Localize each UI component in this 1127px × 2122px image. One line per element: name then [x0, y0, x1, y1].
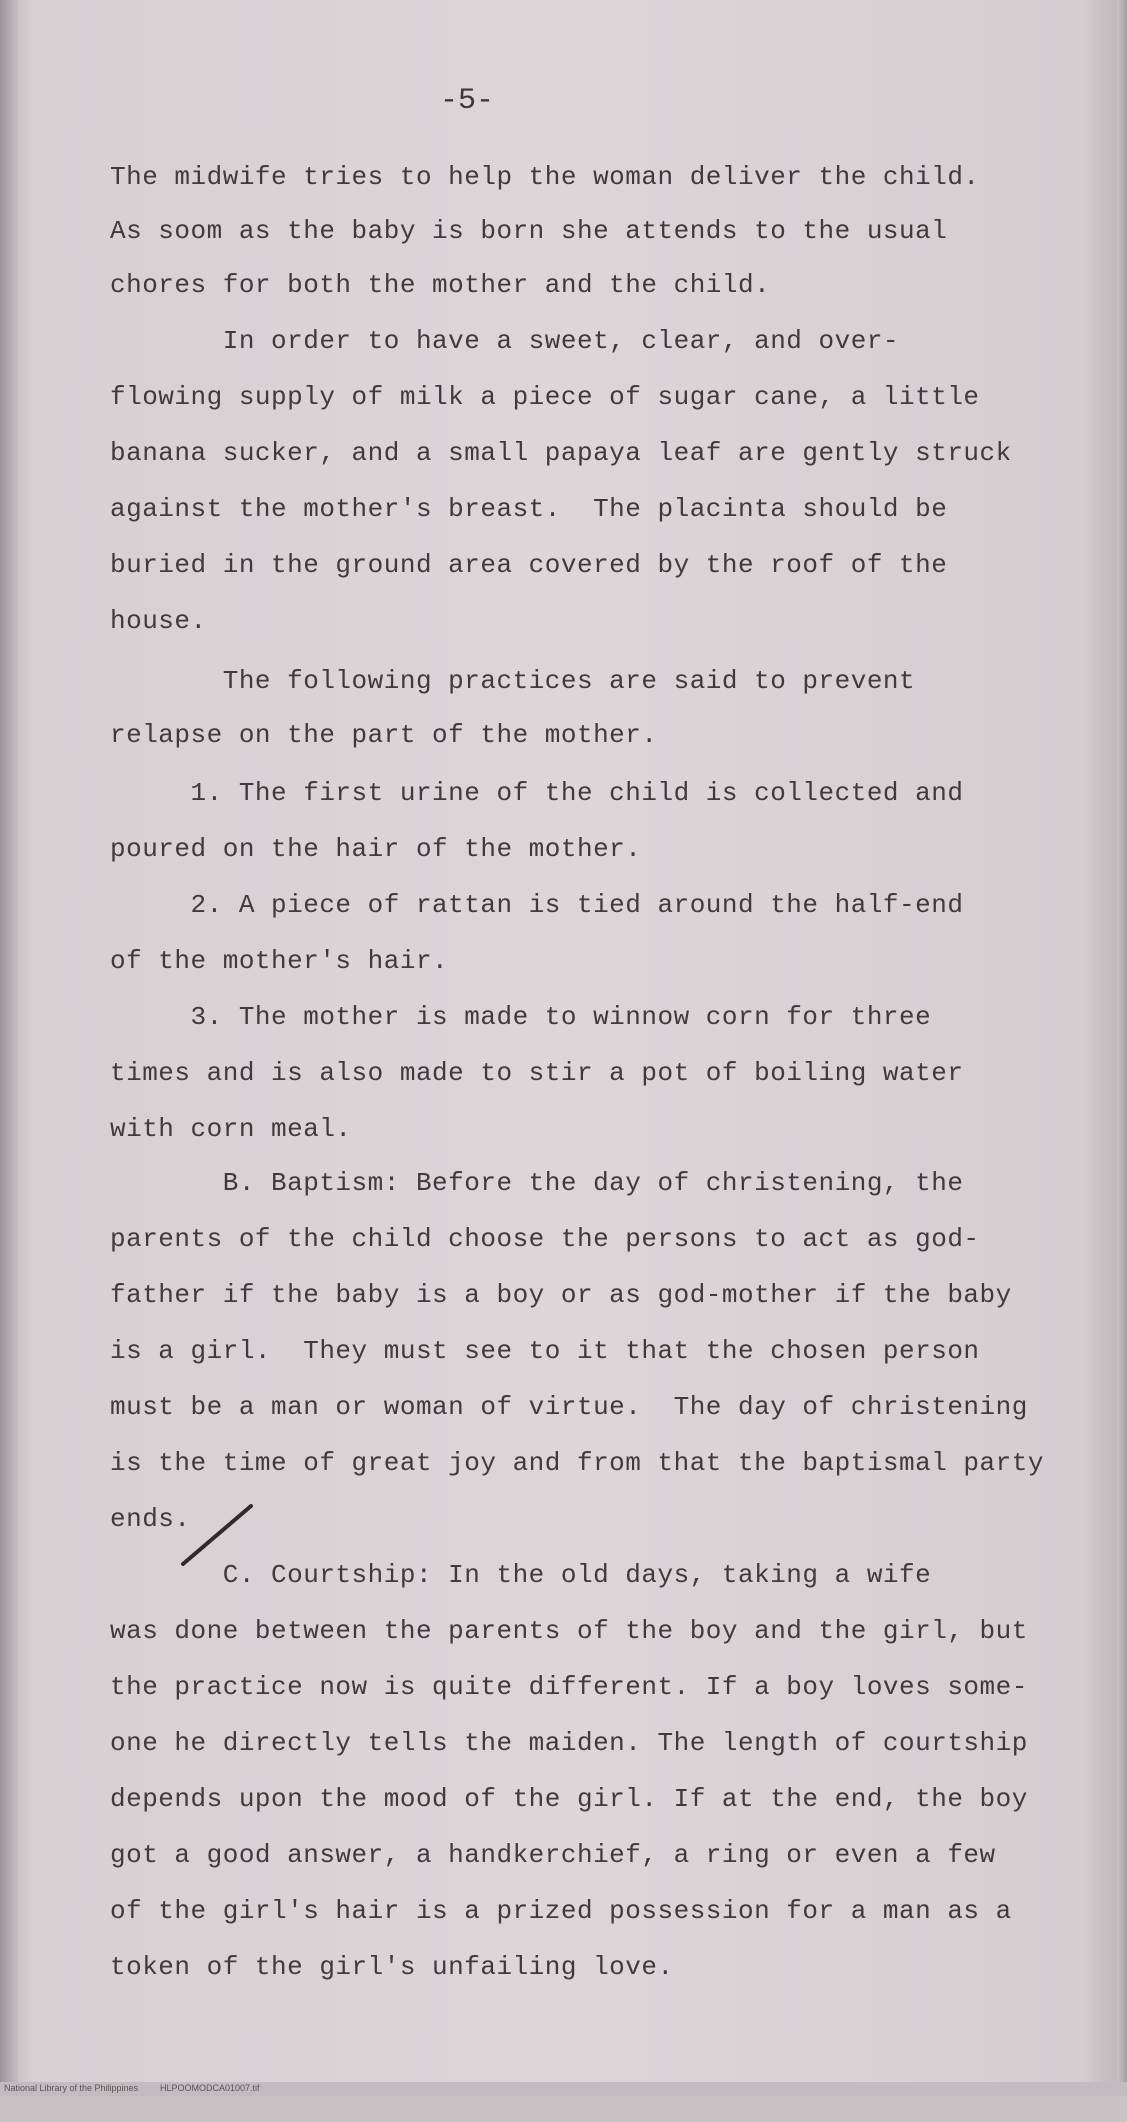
scan-footer — [0, 2082, 1127, 2096]
text-line: 1. The first urine of the child is collected and — [110, 778, 964, 808]
text-line: poured on the hair of the mother. — [110, 834, 642, 864]
text-line: In order to have a sweet, clear, and over- — [110, 326, 900, 356]
text-line: must be a man or woman of virtue. The day of christening — [110, 1392, 1028, 1422]
text-line: C. Courtship: In the old days, taking a wife — [110, 1560, 932, 1590]
text-line: As soom as the baby is born she attends to the usual — [110, 216, 948, 246]
text-line: 2. A piece of rattan is tied around the half-end — [110, 890, 964, 920]
footer-library: National Library of the Philippines — [4, 2083, 139, 2093]
text-line: B. Baptism: Before the day of christening, the — [110, 1168, 964, 1198]
text-line: 3. The mother is made to winnow corn for three — [110, 1002, 932, 1032]
page-right-edge — [1117, 0, 1127, 2096]
text-line: is a girl. They must see to it that the chosen person — [110, 1336, 980, 1366]
text-line: parents of the child choose the persons to act as god- — [110, 1224, 980, 1254]
text-line: The midwife tries to help the woman deliver the child. — [110, 162, 980, 192]
text-line: of the girl's hair is a prized possession for a man as a — [110, 1896, 1012, 1926]
page-number: -5- — [440, 84, 495, 118]
text-line: of the mother's hair. — [110, 946, 449, 976]
page-left-edge — [0, 0, 18, 2096]
text-line: is the time of great joy and from that the baptismal party — [110, 1448, 1044, 1478]
footer-file-id: HLPOOMODCA01007.tif — [160, 2083, 260, 2093]
text-line: was done between the parents of the boy and the girl, but — [110, 1616, 1028, 1646]
text-line: buried in the ground area covered by the roof of the — [110, 550, 948, 580]
text-line: depends upon the mood of the girl. If at the end, the boy — [110, 1784, 1028, 1814]
text-line: the practice now is quite different. If a boy loves some- — [110, 1672, 1028, 1702]
text-line: got a good answer, a handkerchief, a ring or even a few — [110, 1840, 996, 1870]
text-line: The following practices are said to prevent — [110, 666, 916, 696]
text-line: token of the girl's unfailing love. — [110, 1952, 674, 1982]
pen-slash-mark — [175, 1500, 265, 1570]
text-line: ends. — [110, 1504, 191, 1534]
text-line: father if the baby is a boy or as god-mother if the baby — [110, 1280, 1012, 1310]
text-line: relapse on the part of the mother. — [110, 720, 658, 750]
text-line: with corn meal. — [110, 1114, 352, 1144]
text-line: one he directly tells the maiden. The length of courtship — [110, 1728, 1028, 1758]
text-line: flowing supply of milk a piece of sugar cane, a little — [110, 382, 980, 412]
text-line: banana sucker, and a small papaya leaf are gently struck — [110, 438, 1012, 468]
text-line: times and is also made to stir a pot of boiling water — [110, 1058, 964, 1088]
text-line: house. — [110, 606, 207, 636]
text-line: chores for both the mother and the child. — [110, 270, 771, 300]
text-line: against the mother's breast. The placinta should be — [110, 494, 948, 524]
